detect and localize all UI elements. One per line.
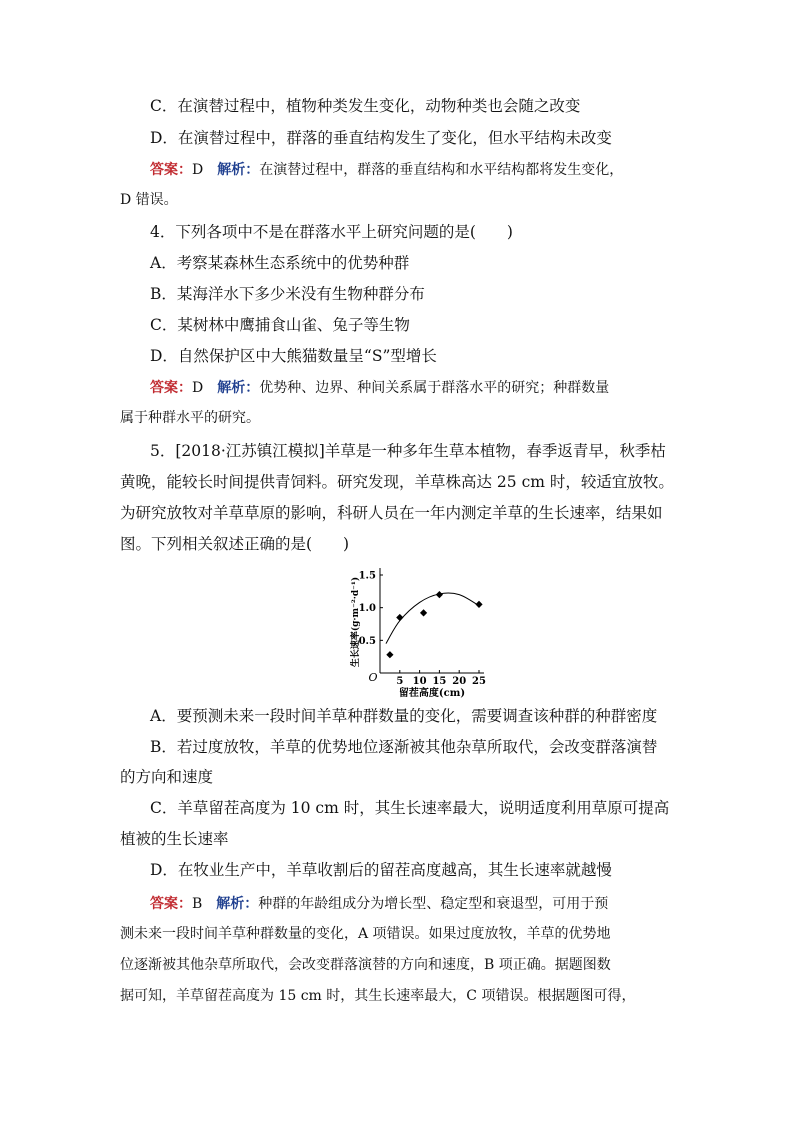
q4-option-a: A．考察某森林生态系统中的优势种群 <box>150 254 410 272</box>
y-tick-label: 1.0 <box>358 603 376 615</box>
answer-value: D <box>192 162 204 178</box>
q4-stem: 4．下列各项中不是在群落水平上研究问题的是( ) <box>150 223 513 241</box>
q5-stem-line2: 黄晚，能较长时间提供青饲料。研究发现，羊草株高达 25 cm 时，较适宜放牧。 <box>120 473 674 491</box>
x-tick-label: 20 <box>452 676 467 687</box>
x-tick-label: 25 <box>472 676 486 687</box>
q5-stem-line4: 图。下列相关叙述正确的是( ) <box>120 535 350 553</box>
data-point-diamond <box>475 601 482 608</box>
q5-option-c-line1: C．羊草留茬高度为 10 cm 时，其生长速率最大，说明适度利用草原可提高 <box>150 799 670 817</box>
q5-stem-line1: 5．[2018·江苏镇江模拟]羊草是一种多年生草本植物，春季返青早，秋季枯 <box>150 442 666 460</box>
data-point-diamond <box>436 591 443 598</box>
data-point-diamond <box>396 614 403 621</box>
q5-stem-line3: 为研究放牧对羊草草原的影响，科研人员在一年内测定羊草的生长速率，结果如 <box>120 504 663 522</box>
explanation-label: 解析： <box>216 896 259 912</box>
explanation-label: 解析： <box>217 380 260 396</box>
q4-option-b: B．某海洋水下多少米没有生物种群分布 <box>150 285 425 303</box>
y-axis-label: 生长速率(g·m⁻²·d⁻¹) <box>351 576 361 668</box>
data-points <box>386 591 482 658</box>
y-ticks <box>359 571 383 647</box>
q3-option-c: C．在演替过程中，植物种类发生变化，动物种类也会随之改变 <box>150 97 581 115</box>
answer-label: 答案： <box>150 162 192 178</box>
origin-label: O <box>368 671 378 684</box>
y-tick-label: 1.5 <box>358 570 376 582</box>
q5-option-b-line2: 的方向和速度 <box>120 768 214 786</box>
data-point-diamond <box>386 651 393 658</box>
x-tick-label: 5 <box>396 676 404 687</box>
q5-option-c-line2: 植被的生长速率 <box>120 830 229 848</box>
q4-option-c: C．某树林中鹰捕食山雀、兔子等生物 <box>150 316 410 334</box>
explanation-text: 在演替过程中，群落的垂直结构和水平结构都将发生变化， <box>259 162 624 178</box>
answer-value: B <box>192 896 203 912</box>
q5-explanation-line2: 测未来一段时间羊草种群数量的变化，A 项错误。如果过度放牧，羊草的优势地 <box>120 926 611 942</box>
explanation-text: 优势种、边界、种间关系属于群落水平的研究；种群数量 <box>259 380 610 396</box>
growth-rate-chart <box>338 560 498 700</box>
answer-value: D <box>192 380 204 396</box>
answer-label: 答案： <box>150 380 192 396</box>
q5-option-a: A．要预测未来一段时间羊草种群数量的变化，需要调查该种群的种群密度 <box>150 707 658 725</box>
x-axis-label: 留茬高度(cm) <box>398 688 466 699</box>
q5-explanation-line4: 据可知，羊草留茬高度为 15 cm 时，其生长速率最大，C 项错误。根据题图可得， <box>120 988 636 1004</box>
q4-option-d: D．自然保护区中大熊猫数量呈“S”型增长 <box>150 347 437 365</box>
y-tick-label: 0.5 <box>358 635 376 647</box>
explanation-label: 解析： <box>217 162 260 178</box>
q3-answer <box>150 160 623 180</box>
x-tick-label: 15 <box>432 676 447 687</box>
answer-label: 答案： <box>150 896 192 912</box>
explanation-text: 种群的年龄组成分为增长型、稳定型和衰退型，可用于预 <box>258 896 609 912</box>
q5-answer <box>150 894 608 914</box>
q4-explanation-cont: 属于种群水平的研究。 <box>120 410 260 426</box>
x-tick-label: 10 <box>412 676 427 687</box>
data-point-diamond <box>420 609 427 616</box>
q4-answer <box>150 378 609 398</box>
q5-option-d: D．在牧业生产中，羊草收割后的留茬高度越高，其生长速率就越慢 <box>150 861 612 879</box>
q5-explanation-line3: 位逐渐被其他杂草所取代，会改变群落演替的方向和速度，B 项正确。据题图数 <box>120 957 611 973</box>
q3-option-d: D．在演替过程中，群落的垂直结构发生了变化，但水平结构未改变 <box>150 129 612 147</box>
q3-explanation-cont: D 错误。 <box>120 192 178 208</box>
q5-option-b-line1: B．若过度放牧，羊草的优势地位逐渐被其他杂草所取代，会改变群落演替 <box>150 738 658 756</box>
